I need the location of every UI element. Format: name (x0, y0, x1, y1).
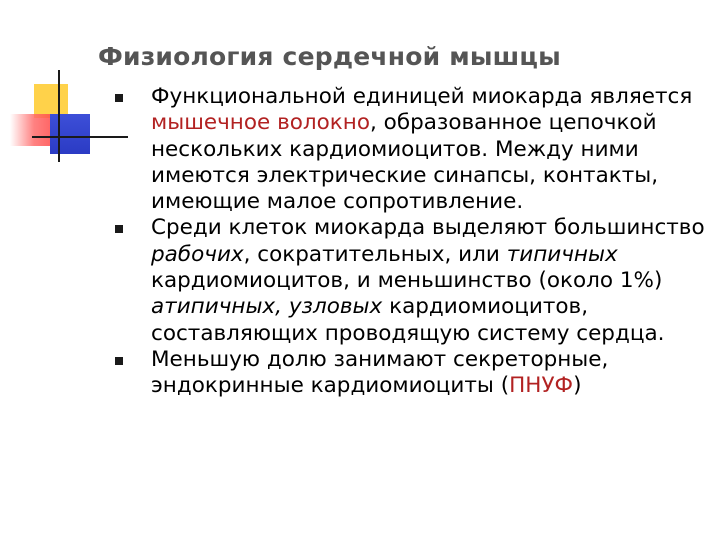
bullet-text: Среди клеток миокарда выделяют большинство (151, 215, 705, 241)
bullet-list (115, 84, 715, 400)
slide-title: Физиология сердечной мышцы (98, 42, 561, 71)
bullet-item (115, 347, 715, 400)
bullet-square-icon (115, 357, 123, 365)
bullet-text: кардиомиоцитов, и меньшинство (около 1%) (151, 268, 663, 294)
italic-term: атипичных, узловых (151, 294, 383, 320)
logo-vertical-line (58, 70, 60, 162)
logo-blue-square (50, 114, 90, 154)
bullet-text: ) (573, 373, 582, 399)
bullet-text: , образованное цепочкой нескольких кардиомиоцитов. Между ними имеются электрические синапсы, контакты, имеющие малое сопротивление. (151, 110, 659, 215)
bullet-square-icon (115, 94, 123, 102)
bullet-text: Функциональной единицей миокарда является (151, 84, 693, 109)
bullet-text: , сократительных, или (243, 241, 507, 267)
bullet-square-icon (115, 225, 123, 233)
decorative-logo (0, 70, 130, 170)
italic-term: рабочих (151, 241, 244, 267)
logo-horizontal-line (32, 136, 128, 138)
logo-red-square (10, 114, 50, 146)
logo-yellow-square (34, 84, 68, 118)
bullet-text: кардиомиоцитов, составляющих проводящую систему сердца. (151, 294, 665, 346)
highlight-term: мышечное волокно (151, 110, 370, 136)
bullet-item (115, 84, 715, 215)
bullet-item (115, 215, 715, 346)
italic-term: типичных (506, 241, 618, 267)
bullet-text: Меньшую долю занимают секреторные, эндокринные кардиомиоциты ( (151, 346, 609, 399)
highlight-term: ПНУФ (509, 373, 574, 399)
